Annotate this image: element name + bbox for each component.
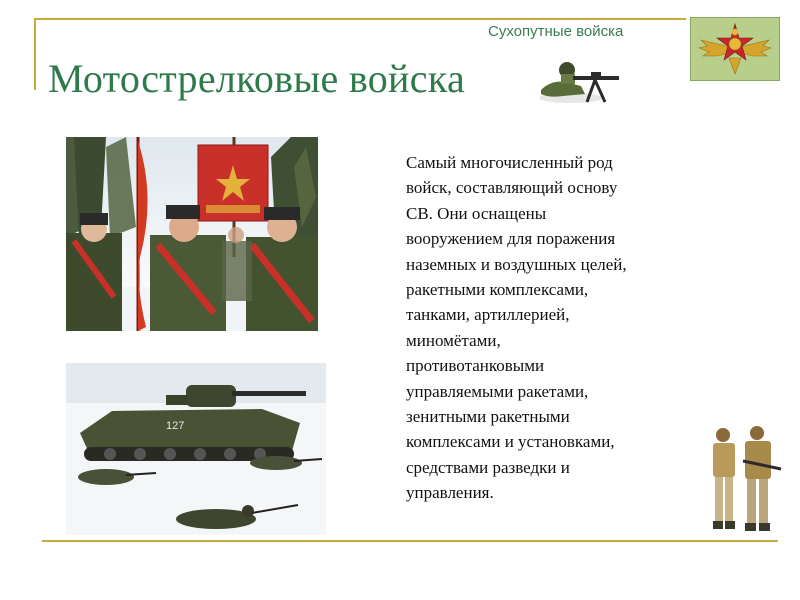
page-title: Мотострелковые войска xyxy=(48,56,466,101)
description-text: Самый многочисленный род войск, составляющий основу СВ. Они оснащены вооружением для поражения наземных и воздушных целей, ракетными комплексами, танками, артиллерией, миномётами, противотанковыми управляемыми ракетами, зенитными ракетными комплексами и установками, средствами разведки и управления. xyxy=(406,153,627,503)
svg-text:127: 127 xyxy=(166,420,185,432)
left-rule xyxy=(34,18,36,90)
soldiers-with-banners-photo xyxy=(66,137,318,331)
armored-vehicle-photo xyxy=(66,363,326,535)
top-rule xyxy=(34,18,686,20)
bottom-rule xyxy=(42,540,778,542)
section-subtitle: Сухопутные войска xyxy=(488,23,624,40)
machine-gunner-illustration xyxy=(535,56,623,106)
ground-forces-emblem xyxy=(690,17,780,81)
